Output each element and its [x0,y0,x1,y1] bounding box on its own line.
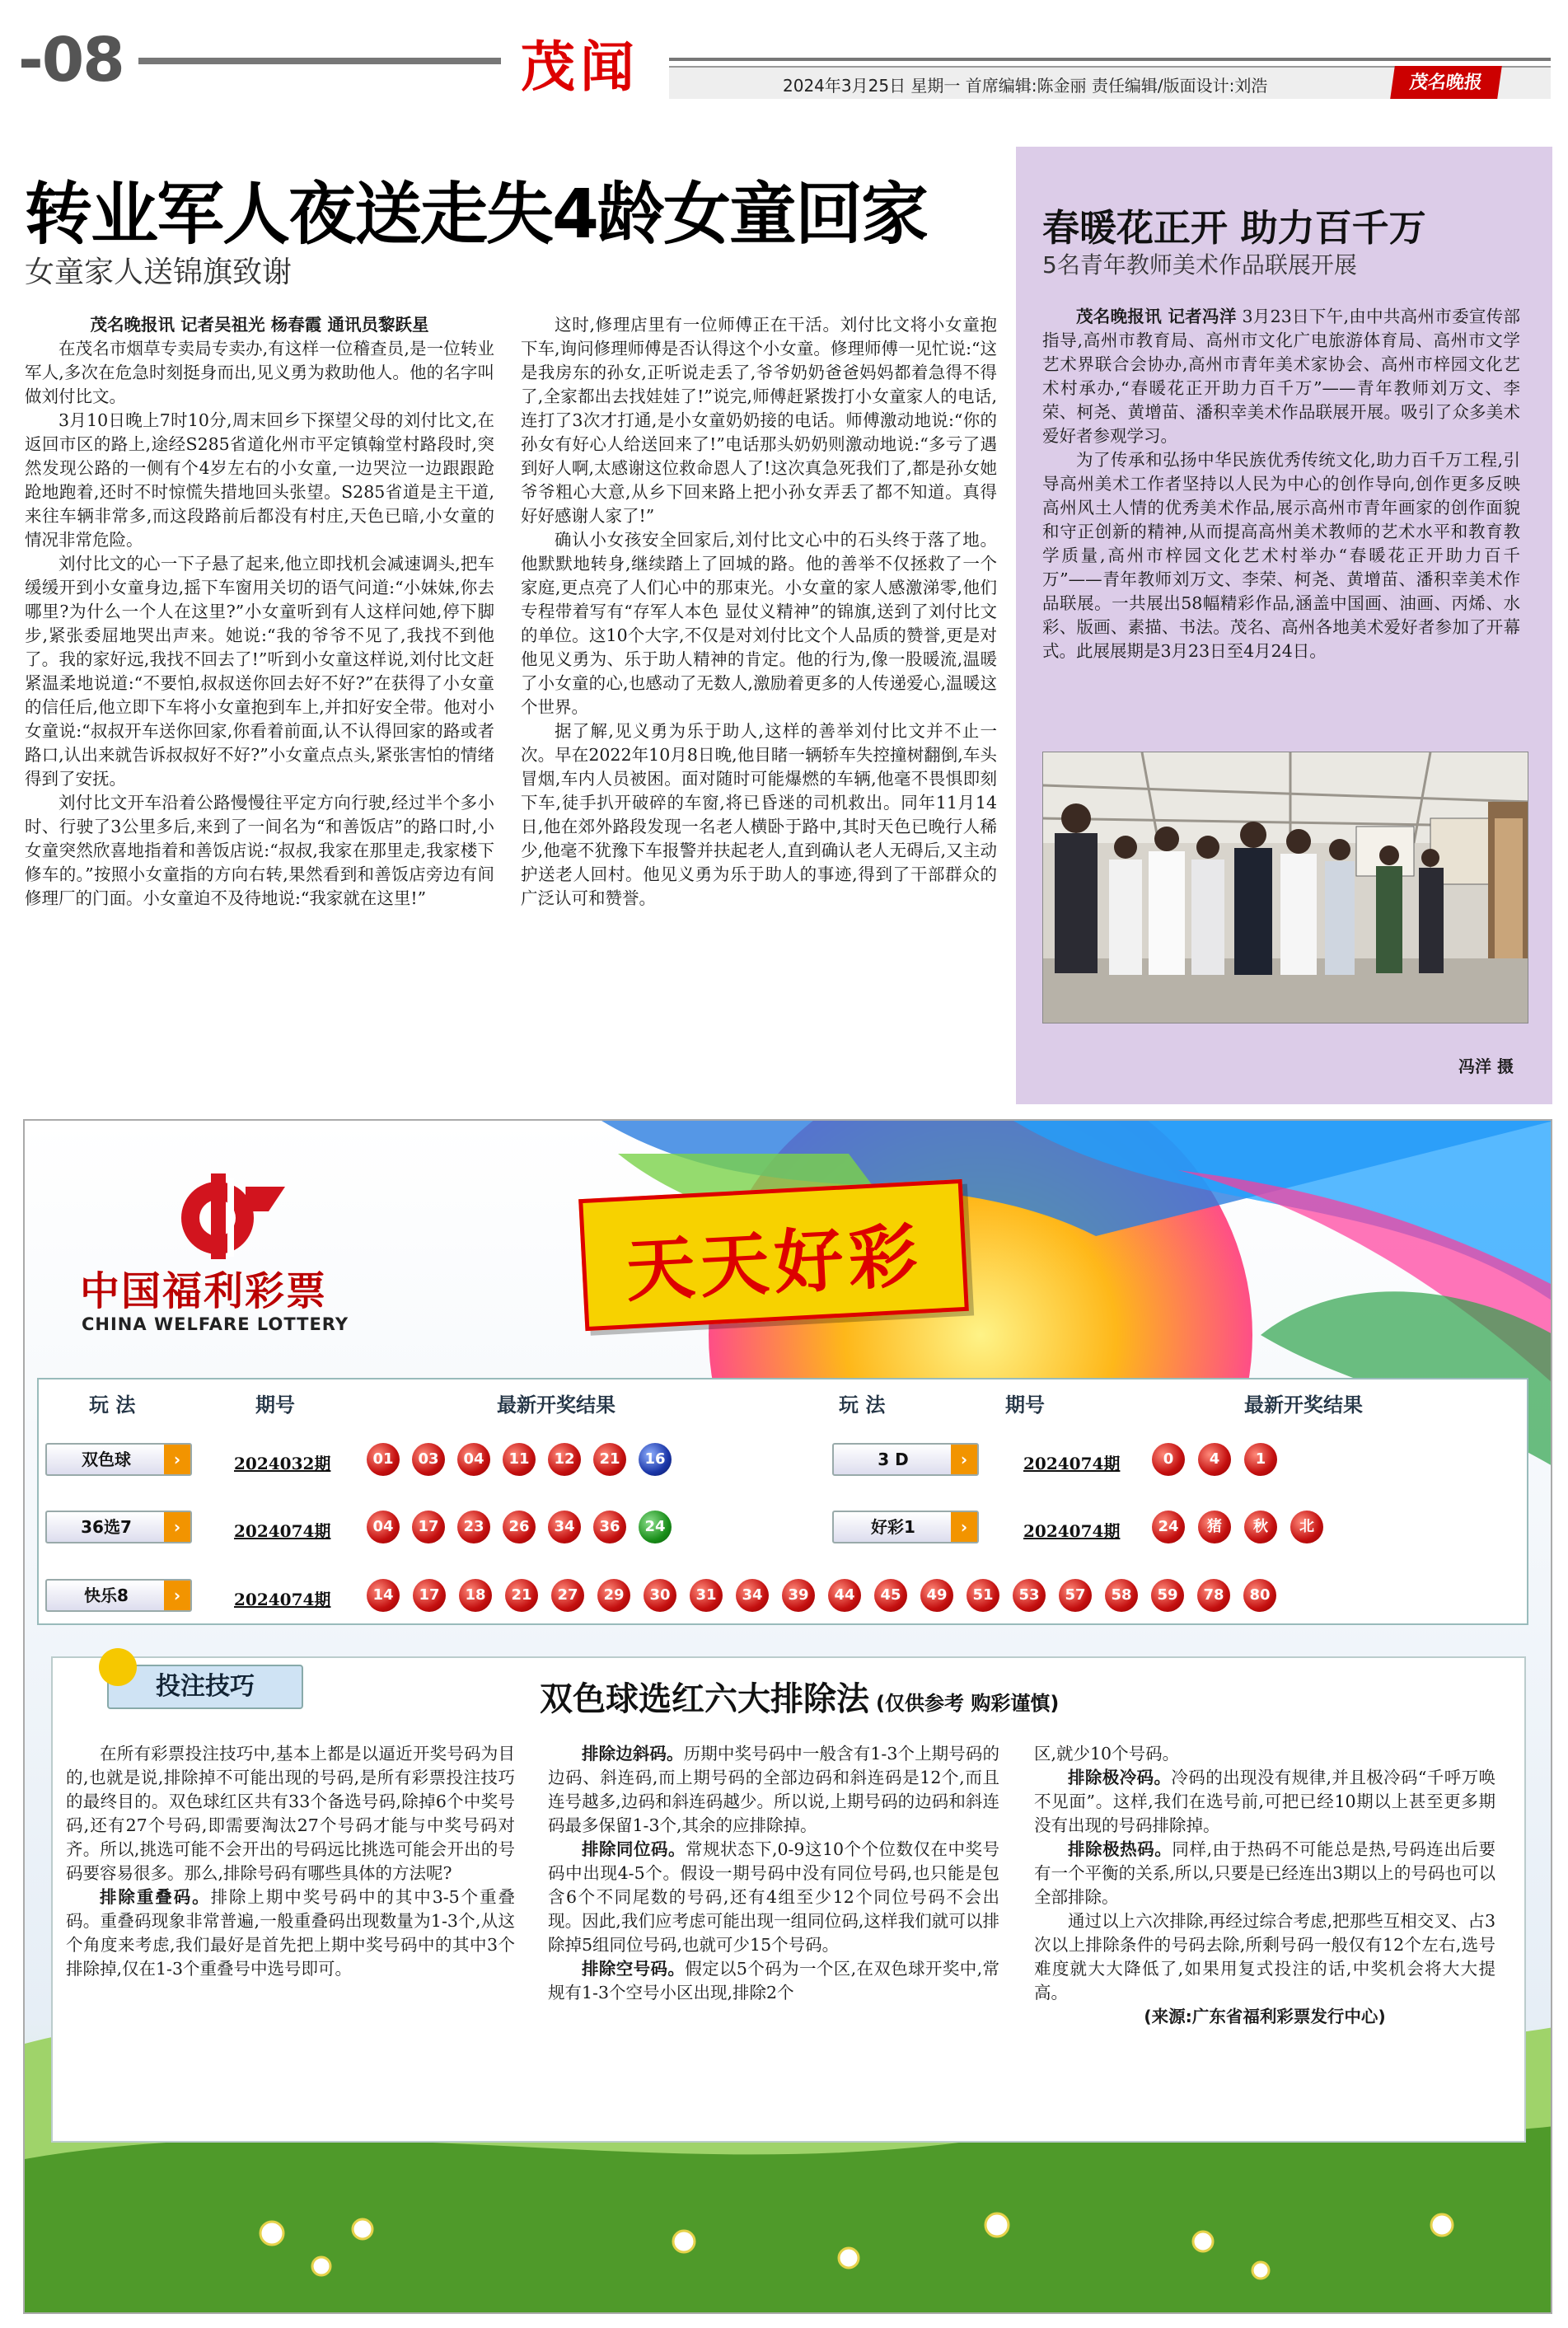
game-tab-hc1[interactable] [832,1511,979,1543]
tips-source: (来源:广东省福利彩票发行中心) [1144,2007,1386,2026]
lottery-ball: 53 [1013,1579,1046,1612]
header-rule-right [669,58,1551,61]
lottery-ball: 14 [367,1579,400,1612]
tips-text: 冷码的出现没有规律,并且极冷码“千呼万唤不见面”。这样,我们在选号前,可把已经10期以上甚至更多期没有出现的号码排除掉。 [1034,1768,1496,1835]
tips-column-1 [66,1742,515,1981]
game-name: 快乐8 [84,1586,129,1605]
lottery-ball: 39 [782,1579,815,1612]
tips-paragraph [548,1742,999,1838]
issue-36x7[interactable]: 2024074期 [234,1521,331,1541]
lottery-ball: 17 [412,1511,445,1543]
lottery-ball: 北 [1290,1511,1323,1543]
exhibition-photo [1042,752,1528,1023]
lottery-ball: 04 [457,1443,490,1476]
lottery-ball: 猪 [1198,1511,1231,1543]
story2-subhead: 5名青年教师美术作品联展开展 [1042,251,1357,279]
story2-byline: 茂名晚报讯 记者冯洋 [1076,307,1237,326]
tips-lead: 排除重叠码。 [100,1887,211,1907]
tips-paragraph [1034,1838,1495,1909]
tips-text: 通过以上六次排除,再经过综合考虑,把那些互相交叉、占3次以上排除条件的号码去除,所剩号码一般仅有12个左右,选号难度就大大降低了,如果用复式投注的话,中奖机会将大大提高。 [1034,1911,1495,2002]
story1-paragraph: 刘付比文开车沿着公路慢慢往平定方向行驶,经过半个多小时、行驶了3公里多后,来到了一间名为“和善饭店”的路口时,小女童突然欣喜地指着和善饭店说:“叔叔,我家在那里走,我家楼下修车的。”按照小女童指的方向右转,果然看到和善饭店旁边有间修理厂的门面。小女童迫不及待地说:“我家就在这里!” [25,793,494,908]
tips-paragraph [548,1957,999,2005]
lottery-ball: 51 [967,1579,999,1612]
story1-paragraph: 3月10日晚上7时10分,周末回乡下探望父母的刘付比文,在返回市区的路上,途经S285省道化州市平定镇翰堂村路段时,突然发现公路的一侧有个4岁左右的小女童,一边哭泣一边跟跟跄跄地跑着,还时不时惊慌失措地回头张望。S285省道是主干道,来往车辆非常多,而这段路前后都没有村庄,天色已暗,小女童的情况非常危险。 [25,410,494,550]
header-result: 最新开奖结果 [497,1394,615,1417]
photo-credit: 冯洋 摄 [1458,1056,1514,1076]
lottery-ball: 27 [551,1579,584,1612]
tips-paragraph [1034,1742,1495,1766]
story2-paragraph: 为了传承和弘扬中华民族优秀传统文化,助力百千万工程,引导高州美术工作者坚持以人民为中心的创作导向,创作更多反映高州风土人情的优秀美术作品,展示高州市青年画家的创作面貌和守正创新的精神,从而提高高州美术教师的艺术水平和教育教学质量,高州市梓园文化艺术村举办“春暖花正开助力百千万”——青年教师刘万文、李荣、柯尧、黄增苗、潘积幸美术作品联展。一共展出58幅精彩作品,涵盖中国画、油画、丙烯、水彩、版画、素描、书法。茂名、高州各地美术爱好者参加了开幕式。此展展期是3月23日至4月24日。 [1042,450,1520,661]
tips-tag: 投注技巧 [107,1665,303,1709]
section-char-1: 茂 [521,35,575,99]
story1-column-1 [25,313,494,911]
issue-hc1[interactable]: 2024074期 [1023,1521,1121,1541]
tips-text: 排除上期中奖号码中的其中3-5个重叠码。重叠码现象非常普遍,一般重叠码出现数量为1-3个,从这个角度来考虑,我们最好是首先把上期中奖号码中的其中3个排除掉,仅在1-3个重叠号中选号即可。 [66,1887,516,1979]
section-char-2: 闻 [580,35,634,99]
dateline: 2024年3月25日 星期一 首席编辑:陈金丽 责任编辑/版面设计:刘浩 [783,76,1268,96]
tips-text: 区,就少10个号码。 [1034,1744,1180,1764]
lottery-ball: 21 [505,1579,538,1612]
arrow-icon: › [951,1445,977,1474]
game-tab-36x7[interactable] [45,1511,192,1543]
tips-lead: 排除极冷码。 [1068,1768,1172,1787]
game-name: 双色球 [82,1450,131,1469]
story1-subhead: 女童家人送锦旗致谢 [25,255,293,289]
tips-title [540,1673,1059,1720]
game-tab-3d[interactable] [832,1443,979,1476]
tips-column-2 [548,1742,999,2005]
lottery-ball: 24 [1152,1511,1185,1543]
lottery-ball: 36 [593,1511,626,1543]
arrow-icon: › [164,1512,190,1542]
lottery-ball: 17 [413,1579,446,1612]
lottery-ball: 21 [593,1443,626,1476]
lottery-ball: 03 [412,1443,445,1476]
tips-title-text: 双色球选红六大排除法 [540,1680,869,1718]
tips-text: 常规状态下,0-9这10个个位数仅在中奖号码中出现4-5个。假设一期号码中没有同位号码,也只能是包含6个不同尾数的号码,还有4组至少12个同位号码不会出现。因此,我们应考虑可能出现一组同位码,这样我们就可以排除掉5组同位号码,也就可少15个号码。 [548,1839,999,1955]
game-tab-ssq[interactable] [45,1443,192,1476]
slogan-text: 天天好彩 [624,1214,924,1312]
welfare-lottery-logo-icon [170,1170,302,1261]
lottery-ball: 29 [597,1579,630,1612]
story1-paragraph: 在茂名市烟草专卖局专卖办,有这样一位稽查员,是一位转业军人,多次在危急时刻挺身而出,见义勇为救助他人。他的名字叫做刘付比文。 [25,339,494,406]
game-name: 3 D [878,1450,909,1469]
story2-body [1042,305,1520,663]
slogan-banner [578,1179,969,1331]
game-name: 36选7 [81,1517,132,1537]
header-result: 最新开奖结果 [1244,1394,1363,1417]
lottery-ball: 秋 [1244,1511,1277,1543]
lottery-ball: 45 [874,1579,907,1612]
tips-paragraph [1034,1766,1495,1838]
lottery-ball: 26 [503,1511,536,1543]
story2-headline: 春暖花正开 助力百千万 [1042,206,1426,250]
header-rule [138,58,501,64]
lottery-ball: 58 [1105,1579,1138,1612]
issue-3d[interactable]: 2024074期 [1023,1454,1121,1473]
issue-kl8[interactable]: 2024074期 [234,1590,331,1609]
tips-paragraph [66,1742,515,1885]
lottery-ball: 30 [644,1579,676,1612]
section-title [521,23,634,101]
tips-lead: 排除边斜码。 [582,1744,684,1764]
lottery-ball: 11 [503,1443,536,1476]
lottery-ball: 80 [1243,1579,1276,1612]
lottery-ball: 18 [459,1579,492,1612]
story2-paragraph-text: 3月23日下午,由中共高州市委宣传部指导,高州市教育局、高州市文化广电旅游体育局、高州市文学艺术界联合会协办,高州市青年美术家协会、高州市梓园文化艺术村承办,“春暖花正开助力百千万”——青年教师刘万文、李荣、柯尧、黄增苗、潘积幸美术作品联展开展。吸引了众多美术爱好者参观学习。 [1042,307,1520,446]
lottery-brand-en: CHINA WELFARE LOTTERY [82,1314,349,1334]
lottery-ball: 31 [690,1579,723,1612]
lottery-ball: 0 [1152,1443,1185,1476]
lottery-ball: 01 [367,1443,400,1476]
game-tab-kl8[interactable] [45,1579,192,1612]
story1-headline: 转业军人夜送走失4龄女童回家 [25,176,928,254]
lottery-ball: 78 [1197,1579,1230,1612]
lottery-ball: 59 [1151,1579,1184,1612]
game-name: 好彩1 [871,1517,915,1537]
issue-ssq[interactable]: 2024032期 [234,1454,331,1473]
header-issue: 期号 [1005,1394,1045,1417]
tips-paragraph [1034,1909,1495,2005]
tips-lead: 排除极热码。 [1068,1839,1172,1859]
story1-column-2 [521,313,997,911]
lottery-ball: 04 [367,1511,400,1543]
lottery-ball: 24 [639,1511,672,1543]
tips-lead: 排除空号码。 [582,1959,686,1979]
tips-dot-icon [99,1648,137,1686]
arrow-icon: › [164,1581,190,1610]
lottery-ball: 4 [1198,1443,1231,1476]
lottery-ball: 57 [1059,1579,1092,1612]
lottery-ball: 49 [920,1579,953,1612]
tips-text: 在所有彩票投注技巧中,基本上都是以逼近开奖号码为目的,也就是说,排除掉不可能出现的号码,是所有彩票投注技巧的最终目的。双色球红区共有33个备选号码,除掉6个中奖号码,还有27个号码,即需要淘汰27个号码才能与中奖号码对齐。所以,挑选可能不会开出的号码远比挑选可能会开出的号码要容易很多。那么,排除号码有哪些具体的方法呢? [66,1744,515,1883]
tips-column-3 [1034,1742,1495,2029]
story1-byline: 茂名晚报讯 记者吴祖光 杨春霞 通讯员黎跃星 [90,315,429,335]
story2-paragraph [1042,305,1520,448]
lottery-ball: 34 [736,1579,769,1612]
tips-note: (仅供参考 购彩谨慎) [876,1692,1060,1715]
lottery-ball: 16 [639,1443,672,1476]
story1-paragraph: 这时,修理店里有一位师傅正在干活。刘付比文将小女童抱下车,询问修理师傅是否认得这个小女童。修理师傅一见忙说:“这是我房东的孙女,正听说走丢了,爷爷奶奶爸爸妈妈都着急得不得了,全家都出去找娃娃了!”说完,师傅赶紧拨打小女童家人的电话,连打了3次才打通,是小女童奶奶接的电话。师傅激动地说:“你的孙女有好心人给送回来了!”电话那头奶奶则激动地说:“多亏了遇到好人啊,太感谢这位救命恩人了!这次真急死我们了,都是孙女她爷爷粗心大意,从乡下回来路上把小孙女弄丢了都不知道。真得好好感谢人家了!” [521,315,997,526]
tips-text: 历期中奖号码中一般含有1-3个上期号码的边码、斜连码,而上期号码的全部边码和斜连码是12个,而且连号越多,边码和斜连码越少。所以说,上期号码的边码和斜连码最多保留1-3个,其余的应排除掉。 [548,1744,1000,1835]
arrow-icon: › [164,1445,190,1474]
header-issue: 期号 [255,1394,295,1417]
lottery-ball: 23 [457,1511,490,1543]
header-play: 玩 法 [89,1394,136,1417]
tips-text: 同样,由于热码不可能总是热,号码连出后要有一个平衡的关系,所以,只要是已经连出3期以上的号码也可以全部排除。 [1034,1839,1495,1907]
story1-paragraph: 确认小女孩安全回家后,刘付比文心中的石头终于落了地。他默默地转身,继续踏上了回城的路。他的善举不仅拯救了一个家庭,更点亮了人们心中的那束光。小女童的家人感激涕零,他们专程带着写有“存军人本色 显仗义精神”的锦旗,送到了刘付比文的单位。这10个大字,不仅是对刘付比文个人品质的赞誉,更是对他见义勇为、乐于助人精神的肯定。他的行为,像一股暖流,温暖了小女童的心,也感动了无数人,激励着更多的人传递爱心,温暖这个世界。 [521,530,997,717]
tips-text: 假定以5个码为一个区,在双色球开奖中,常规有1-3个空号小区出现,排除2个 [548,1959,1000,2002]
lottery-ball: 1 [1244,1443,1277,1476]
lottery-ball: 34 [548,1511,581,1543]
lottery-ball: 44 [828,1579,861,1612]
arrow-icon: › [951,1512,977,1542]
lottery-ball: 12 [548,1443,581,1476]
lottery-brand-cn: 中国福利彩票 [80,1268,328,1314]
tips-paragraph [548,1838,999,1957]
story1-paragraph: 据了解,见义勇为乐于助人,这样的善举刘付比文并不止一次。早在2022年10月8日晚,他目睹一辆轿车失控撞树翻倒,车头冒烟,车内人员被困。面对随时可能爆燃的车辆,他毫不畏惧即刻下车,徒手扒开破碎的车窗,将已昏迷的司机救出。同年11月14日,他在郊外路段发现一名老人横卧于路中,其时天色已晚行人稀少,他毫不犹豫下车报警并扶起老人,直到确认老人无碍后,又主动护送老人回村。他见义勇为乐于助人的事迹,得到了干部群众的广泛认可和赞誉。 [521,721,997,908]
story1-paragraph: 刘付比文的心一下子悬了起来,他立即找机会减速调头,把车缓缓开到小女童身边,摇下车窗用关切的语气问道:“小妹妹,你去哪里?为什么一个人在这里?”小女童听到有人这样问她,停下脚步,紧张委屈地哭出声来。她说:“我的爷爷不见了,我找不到他了。我的家好远,我找不回去了!”听到小女童这样说,刘付比文赶紧温柔地说道:“不要怕,叔叔送你回去好不好?”在获得了小女童的信任后,他立即下车将小女童抱到车上,并扣好安全带。他对小女童说:“叔叔开车送你回家,你看着前面,认不认得回家的路或者路口,认出来就告诉叔叔好不好?”小女童点点头,紧张害怕的情绪得到了安抚。 [25,554,494,789]
tips-lead: 排除同位码。 [582,1839,686,1859]
header-play: 玩 法 [839,1394,886,1417]
paper-logo: 茂名晚报 [1390,66,1502,99]
page-number: -08 [18,25,124,96]
tips-paragraph [66,1885,515,1981]
